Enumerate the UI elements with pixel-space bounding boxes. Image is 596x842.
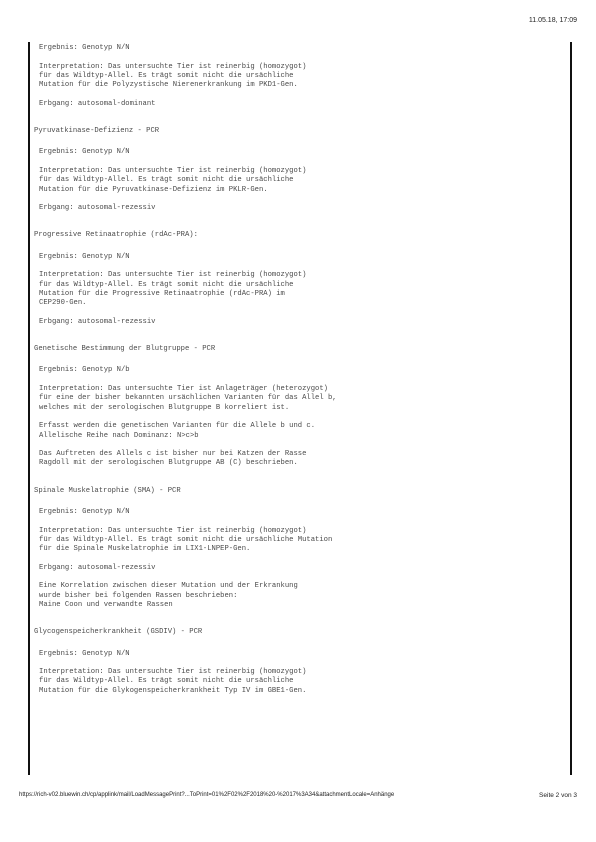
- section-paragraph: Erbgang: autosomal-rezessiv: [39, 317, 156, 326]
- quote-border-right: [570, 42, 572, 775]
- result-section: [34, 345, 564, 469]
- section-paragraph: Interpretation: Das untersuchte Tier ist reinerbig (homozygot) für das Wildtyp-Allel. Es trägt somit nicht die ursächliche Mutation für die Spinale Muskelatrophie im LIX1-LNPEP-Gen.: [39, 526, 333, 554]
- section-paragraph: Erbgang: autosomal-dominant: [39, 99, 156, 108]
- section-paragraph: Interpretation: Das untersuchte Tier ist reinerbig (homozygot) für das Wildtyp-Allel. Es trägt somit nicht die ursächliche Mutation für die Polyzystische Nierenerkrankung im PKD1-Gen.: [39, 62, 307, 90]
- result-section: [34, 127, 564, 213]
- section-paragraph: Ergebnis: Genotyp N/N: [39, 148, 130, 157]
- section-paragraph: Ergebnis: Genotyp N/b: [39, 366, 130, 375]
- result-section: [34, 628, 564, 696]
- result-section: [34, 44, 564, 109]
- section-paragraph: Erbgang: autosomal-rezessiv: [39, 204, 156, 213]
- message-body: [34, 44, 564, 714]
- section-paragraph: Interpretation: Das untersuchte Tier ist reinerbig (homozygot) für das Wildtyp-Allel. Es trägt somit nicht die ursächliche Mutation für die Glykogenspeicherkrankheit Typ IV im GBE1-Gen.: [39, 668, 307, 695]
- section-paragraph: Ergebnis: Genotyp N/N: [39, 649, 130, 658]
- section-paragraph: Ergebnis: Genotyp N/N: [39, 44, 130, 52]
- section-paragraph: Eine Korrelation zwischen dieser Mutation und der Erkrankung wurde bisher bei folgenden Rassen beschrieben: Maine Coon und verwandte Rassen: [39, 582, 298, 609]
- section-paragraph: Ergebnis: Genotyp N/N: [39, 507, 130, 516]
- section-paragraph: Interpretation: Das untersuchte Tier ist Anlageträger (heterozygot) für eine der bisher bekannten ursächlichen Varianten für das Allel b, welches mit der serologischen Blutgruppe B korreliert ist.: [39, 385, 337, 412]
- section-paragraph: Erbgang: autosomal-rezessiv: [39, 563, 156, 572]
- section-paragraph: Ergebnis: Genotyp N/N: [39, 252, 130, 261]
- section-paragraph: Interpretation: Das untersuchte Tier ist reinerbig (homozygot) für das Wildtyp-Allel. Es trägt somit nicht die ursächliche Mutation für die Pyruvatkinase-Defizienz im PKLR-Gen.: [39, 166, 307, 194]
- section-heading: Pyruvatkinase-Defizienz - PCR: [34, 127, 160, 136]
- result-section: [34, 487, 564, 611]
- result-section: [34, 231, 564, 327]
- section-paragraph: Interpretation: Das untersuchte Tier ist reinerbig (homozygot) für das Wildtyp-Allel. Es trägt somit nicht die ursächliche Mutation für die Progressive Retinaatrophie (rdAc-PRA) im CEP290-Gen.: [39, 271, 307, 308]
- section-heading: Spinale Muskelatrophie (SMA) - PCR: [34, 486, 181, 495]
- section-paragraph: Erfasst werden die genetischen Varianten für die Allele b und c. Allelische Reihe nach Dominanz: N>c>b: [39, 422, 316, 440]
- print-datetime: 11.05.18, 17:09: [528, 17, 577, 24]
- quote-border-left: [28, 42, 30, 775]
- section-paragraph: Das Auftreten des Allels c ist bisher nur bei Katzen der Rasse Ragdoll mit der serologischen Blutgruppe AB (C) beschrieben.: [39, 450, 307, 468]
- section-heading: Glycogenspeicherkrankheit (GSDIV) - PCR: [34, 628, 203, 637]
- section-heading: Progressive Retinaatrophie (rdAc-PRA):: [34, 231, 198, 240]
- section-heading: Genetische Bestimmung der Blutgruppe - PCR: [34, 345, 216, 354]
- footer-url: https://rich-v02.bluewin.ch/cp/applink/mail/LoadMessagePrint?...ToPrint=01%2F02%2F2018%20-%2017%3A34&attachmentLocale=Anhänge: [19, 792, 395, 798]
- page-number: Seite 2 von 3: [539, 792, 577, 799]
